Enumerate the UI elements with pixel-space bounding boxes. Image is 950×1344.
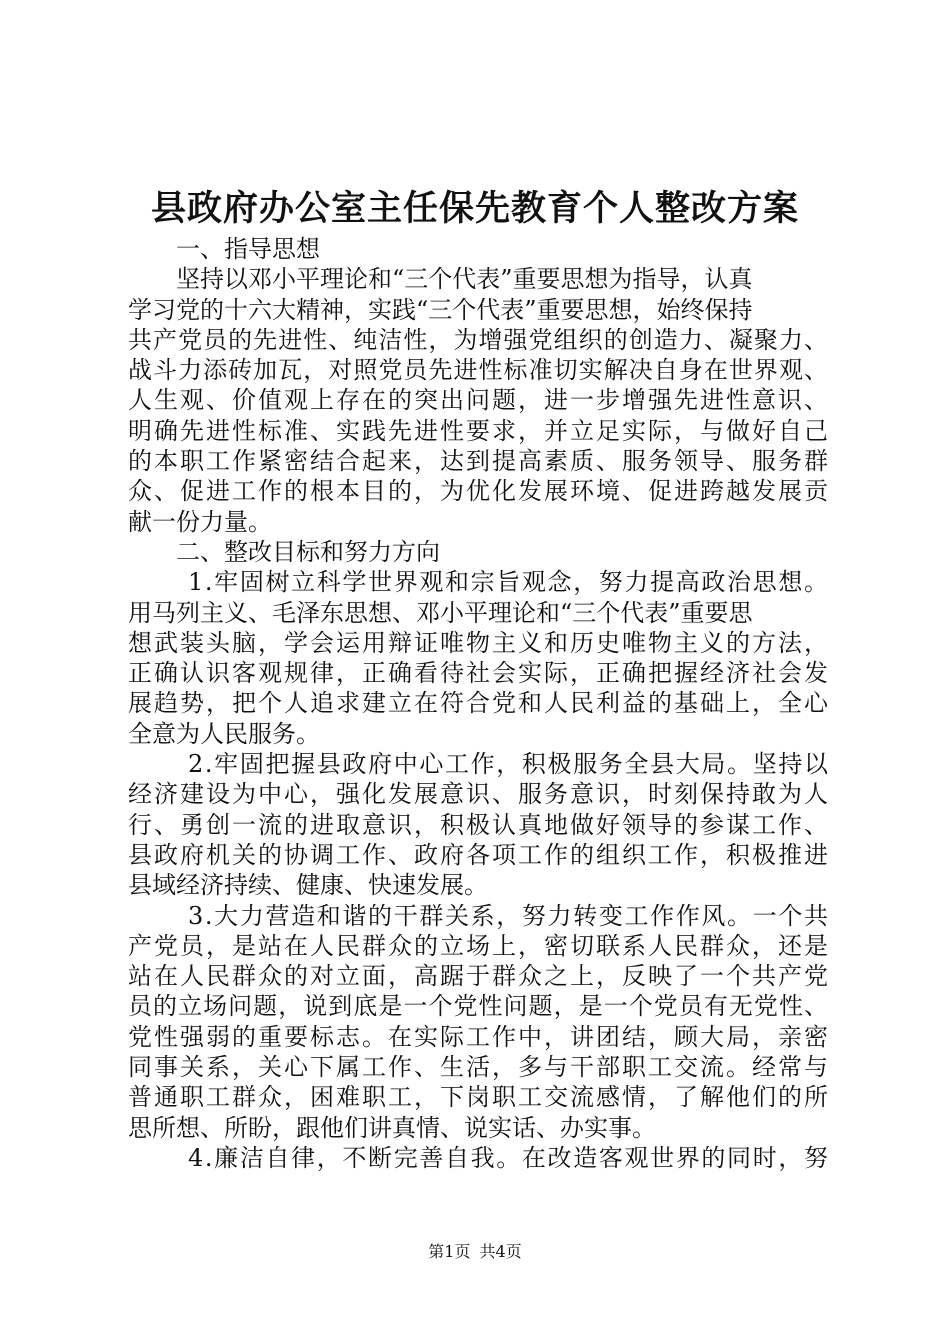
text-line: 一、指导思想 (176, 235, 320, 263)
page-total: 共4页 (479, 1242, 522, 1261)
page-footer (0, 1241, 950, 1263)
text-line: 县政府机关的协调工作、政府各项工作的组织工作，积极推进 (128, 840, 830, 869)
text-line: 同事关系，关心下属工作、生活，多与干部职工交流。经常与 (128, 1053, 830, 1082)
page-number: 第1页 (428, 1242, 471, 1261)
text-line: 众、促进工作的根本目的，为优化发展环境、促进跨越发展贡 (128, 477, 830, 506)
text-line: 献一份力量。 (128, 507, 272, 536)
text-line: 人生观、价值观上存在的突出问题，进一步增强先进性意识、 (128, 386, 830, 415)
text-line: 想武装头脑，学会运用辩证唯物主义和历史唯物主义的方法， (128, 628, 830, 657)
text-line: 员的立场问题，说到底是一个党性问题，是一个党员有无党性、 (128, 992, 830, 1021)
text-line: 战斗力添砖加瓦，对照党员先进性标准切实解决自身在世界观、 (128, 356, 830, 385)
text-line: 站在人民群众的对立面，高踞于群众之上，反映了一个共产党 (128, 962, 830, 991)
text-line: 4.廉洁自律，不断完善自我。在改造客观世界的同时，努 (188, 1143, 830, 1172)
text-line: 3.大力营造和谐的干群关系，努力转变工作作风。一个共 (188, 901, 830, 930)
text-line: 思所想、所盼，跟他们讲真情、说实话、办实事。 (128, 1113, 656, 1142)
text-line: 经济建设为中心，强化发展意识、服务意识，时刻保持敢为人 (128, 780, 830, 809)
text-line: 二、整改目标和努力方向 (176, 537, 440, 566)
text-line: 行、勇创一流的进取意识，积极认真地做好领导的参谋工作、 (128, 810, 830, 839)
text-line: 正确认识客观规律，正确看待社会实际，正确把握经济社会发 (128, 659, 830, 688)
text-line: 全意为人民服务。 (128, 719, 320, 748)
text-line: 共产党员的先进性、纯洁性，为增强党组织的创造力、凝聚力、 (128, 325, 830, 354)
text-line: 普通职工群众，困难职工，下岗职工交流感情，了解他们的所 (128, 1083, 830, 1112)
text-line: 1.牢固树立科学世界观和宗旨观念，努力提高政治思想。 (188, 568, 830, 597)
text-line: 的本职工作紧密结合起来，达到提高素质、服务领导、服务群 (128, 447, 830, 476)
text-line: 产党员，是站在人民群众的立场上，密切联系人民群众，还是 (128, 931, 830, 960)
text-line: 展趋势，把个人追求建立在符合党和人民利益的基础上，全心 (128, 689, 830, 718)
text-line: 学习党的十六大精神，实践“三个代表”重要思想，始终保持 (128, 295, 753, 324)
text-line: 党性强弱的重要标志。在实际工作中，讲团结，顾大局，亲密 (128, 1022, 830, 1051)
text-line: 县域经济持续、健康、快速发展。 (128, 871, 488, 900)
text-line: 2.牢固把握县政府中心工作，积极服务全县大局。坚持以 (188, 750, 830, 779)
text-line: 明确先进性标准、实践先进性要求，并立足实际，与做好自己 (128, 416, 830, 445)
document-title: 县政府办公室主任保先教育个人整改方案 (150, 188, 799, 229)
text-line: 用马列主义、毛泽东思想、邓小平理论和“三个代表”重要思 (128, 598, 753, 627)
document-body (128, 234, 828, 1173)
text-line: 坚持以邓小平理论和“三个代表”重要思想为指导，认真 (176, 265, 753, 294)
